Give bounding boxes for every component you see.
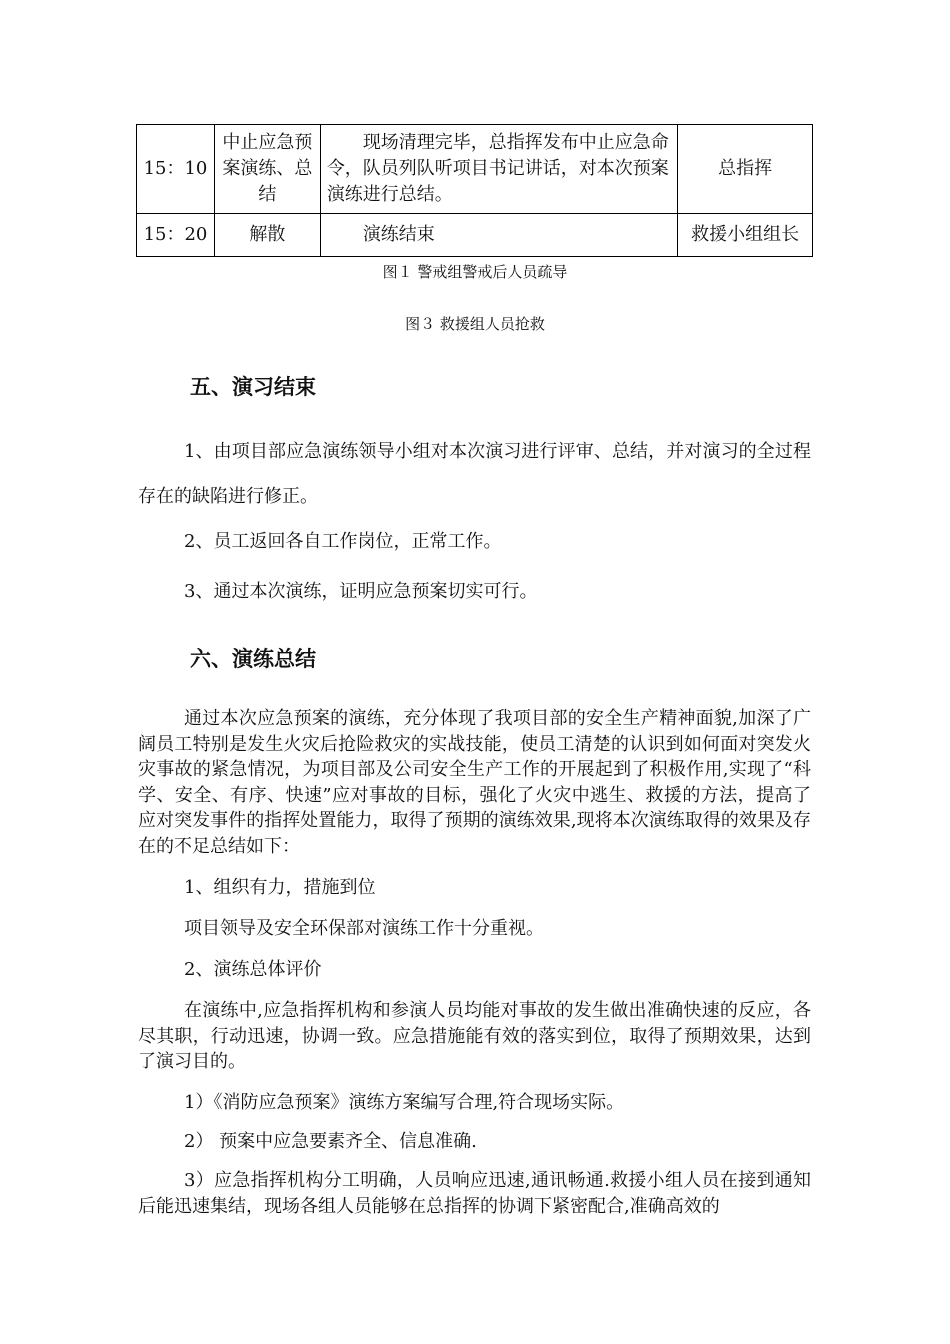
figure-caption: 图３ 救援组人员抢救 bbox=[405, 315, 545, 333]
section-heading: 六、演练总结 bbox=[190, 647, 316, 671]
table-row bbox=[137, 214, 813, 257]
summary-paragraph: 通过本次应急预案的演练，充分体现了我项目部的安全生产精神面貌,加深了广阔员工特别是发生火灾后抢险救灾的实战技能，使员工清楚的认识到如何面对突发火灾事故的紧急情况，为项目部及公司安全生产工作的开展起到了积极作用,实现了“科学、安全、有序、快速”应对事故的目标，强化了火灾中逃生、救援的方法，提高了应对突发事件的指挥处置能力，取得了预期的演练效果,现将本次演练取得的效果及存在的不足总结如下： bbox=[138, 708, 811, 857]
time-cell: 15：20 bbox=[137, 214, 215, 257]
schedule-table bbox=[136, 124, 813, 257]
time-cell: 15：10 bbox=[137, 125, 215, 214]
figure-caption: 图１ 警戒组警戒后人员疏导 bbox=[382, 263, 568, 281]
list-item: 2） 预案中应急要素齐全、信息准确. bbox=[184, 1131, 477, 1152]
table-row bbox=[137, 125, 813, 214]
paragraph: 项目领导及安全环保部对演练工作十分重视。 bbox=[184, 918, 544, 939]
subheading: 2、演练总体评价 bbox=[184, 959, 322, 980]
owner-cell: 总指挥 bbox=[678, 125, 813, 214]
list-item: 3、通过本次演练，证明应急预案切实可行。 bbox=[184, 581, 538, 602]
description-cell: 现场清理完毕，总指挥发布中止应急命令，队员列队听项目书记讲话，对本次预案演练进行总结。 bbox=[320, 125, 677, 214]
item-cell: 中止应急预案演练、总结 bbox=[214, 125, 320, 214]
item-cell: 解散 bbox=[214, 214, 320, 257]
list-item: 1）《消防应急预案》演练方案编写合理,符合现场实际。 bbox=[184, 1092, 625, 1113]
list-item: 2、员工返回各自工作岗位，正常工作。 bbox=[184, 531, 502, 552]
list-item: 3）应急指挥机构分工明确，人员响应迅速,通讯畅通.救援小组人员在接到通知后能迅速集结，现场各组人员能够在总指挥的协调下紧密配合,准确高效的 bbox=[138, 1170, 811, 1217]
subheading: 1、组织有力，措施到位 bbox=[184, 877, 376, 898]
description-cell: 演练结束 bbox=[320, 214, 677, 257]
section-heading: 五、演习结束 bbox=[190, 375, 316, 399]
list-item: 1、由项目部应急演练领导小组对本次演习进行评审、总结，并对演习的全过程存在的缺陷进行修正。 bbox=[138, 441, 811, 507]
evaluation-paragraph: 在演练中,应急指挥机构和参演人员均能对事故的发生做出准确快速的反应，各尽其职，行动迅速，协调一致。应急措施能有效的落实到位，取得了预期效果，达到了演习目的。 bbox=[138, 1000, 811, 1072]
owner-cell: 救援小组组长 bbox=[678, 214, 813, 257]
